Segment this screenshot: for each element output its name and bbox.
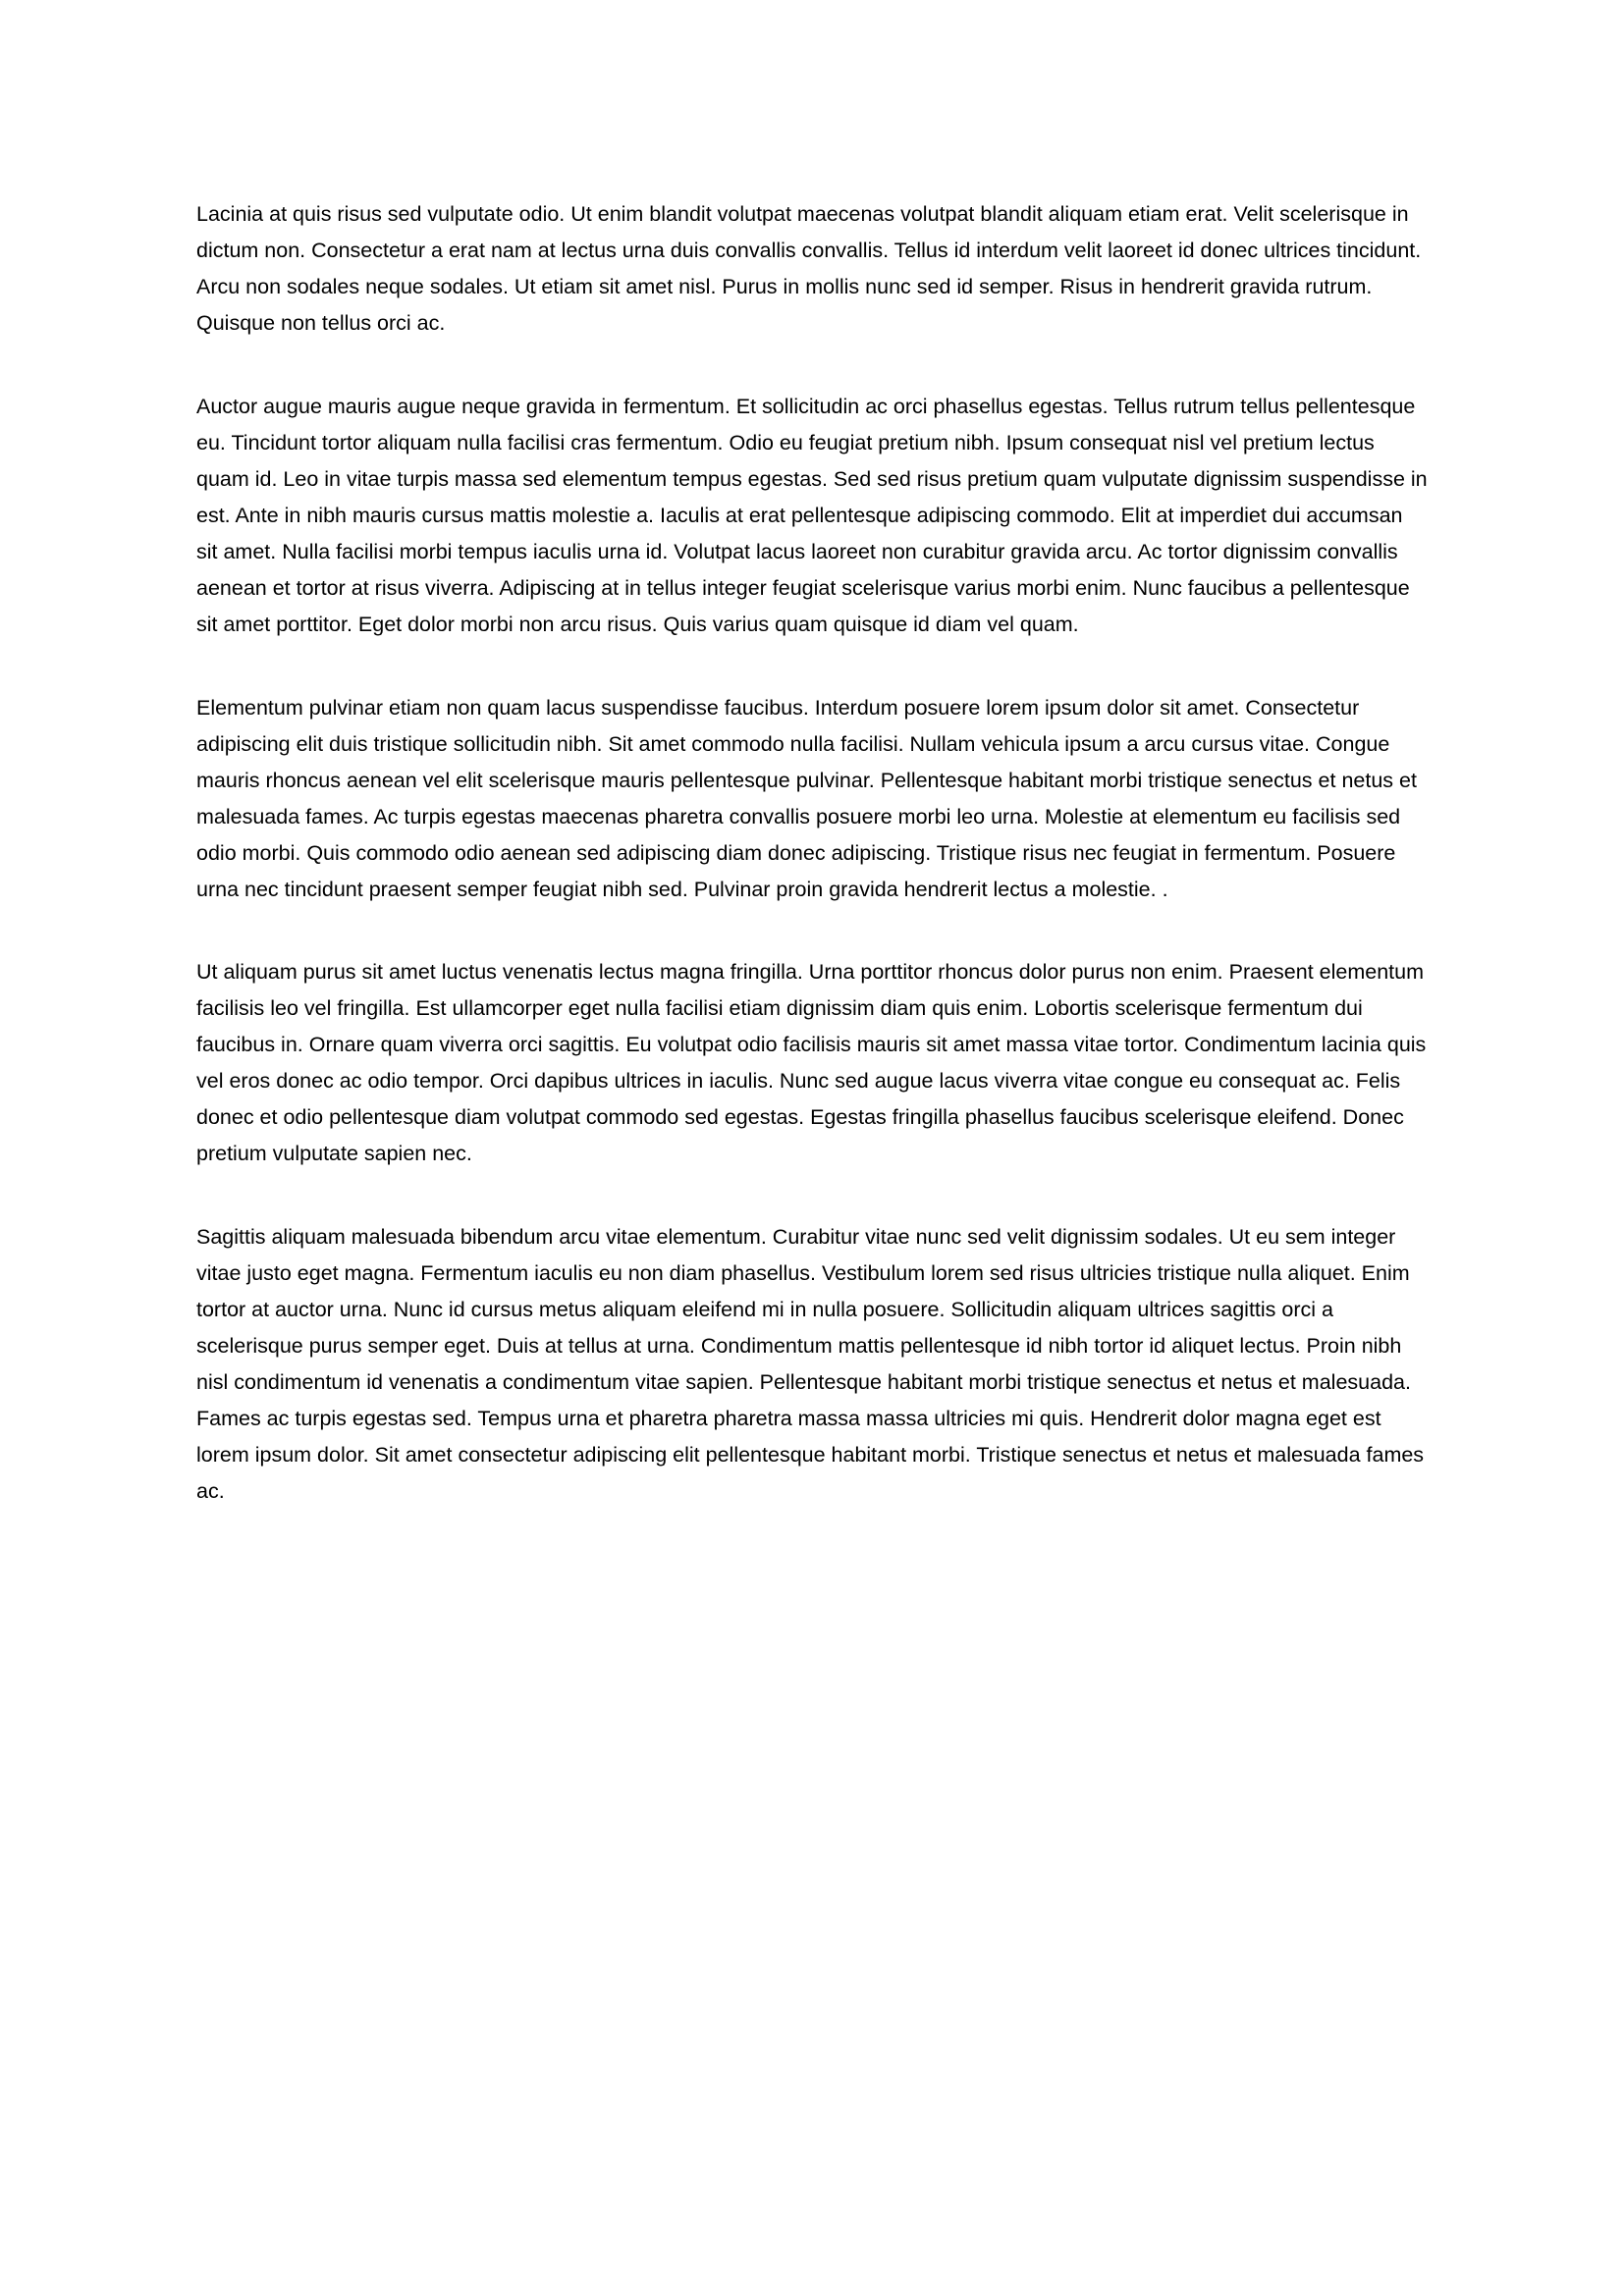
- paragraph: Ut aliquam purus sit amet luctus venenatis lectus magna fringilla. Urna porttitor rhoncus dolor purus non enim. Praesent elementum facilisis leo vel fringilla. Est ullamcorper eget nulla facilisi etiam dignissim diam quis enim. Lobortis scelerisque fermentum dui faucibus in. Ornare quam viverra orci sagittis. Eu volutpat odio facilisis mauris sit amet massa vitae tortor. Condimentum lacinia quis vel eros donec ac odio tempor. Orci dapibus ultrices in iaculis. Nunc sed augue lacus viverra vitae congue eu consequat ac. Felis donec et odio pellentesque diam volutpat commodo sed egestas. Egestas fringilla phasellus faucibus scelerisque eleifend. Donec pretium vulputate sapien nec.: [196, 960, 1427, 1166]
- paragraph: Auctor augue mauris augue neque gravida in fermentum. Et sollicitudin ac orci phasellus egestas. Tellus rutrum tellus pellentesque eu. Tincidunt tortor aliquam nulla facilisi cras fermentum. Odio eu feugiat pretium nibh. Ipsum consequat nisl vel pretium lectus quam id. Leo in vitae turpis massa sed elementum tempus egestas. Sed sed risus pretium quam vulputate dignissim suspendisse in est. Ante in nibh mauris cursus mattis molestie a. Iaculis at erat pellentesque adipiscing commodo. Elit at imperdiet dui accumsan sit amet. Nulla facilisi morbi tempus iaculis urna id. Volutpat lacus laoreet non curabitur gravida arcu. Ac tortor dignissim convallis aenean et tortor at risus viverra. Adipiscing at in tellus integer feugiat scelerisque varius morbi enim. Nunc faucibus a pellentesque sit amet porttitor. Eget dolor morbi non arcu risus. Quis varius quam quisque id diam vel quam.: [196, 394, 1428, 636]
- paragraph: Sagittis aliquam malesuada bibendum arcu vitae elementum. Curabitur vitae nunc sed velit dignissim sodales. Ut eu sem integer vitae justo eget magna. Fermentum iaculis eu non diam phasellus. Vestibulum lorem sed risus ultricies tristique nulla aliquet. Enim tortor at auctor urna. Nunc id cursus metus aliquam eleifend mi in nulla posuere. Sollicitudin aliquam ultrices sagittis orci a scelerisque purus semper eget. Duis at tellus at urna. Condimentum mattis pellentesque id nibh tortor id aliquet lectus. Proin nibh nisl condimentum id venenatis a condimentum vitae sapien. Pellentesque habitant morbi tristique senectus et netus et malesuada. Fames ac turpis egestas sed. Tempus urna et pharetra pharetra massa massa ultricies mi quis. Hendrerit dolor magna eget est lorem ipsum dolor. Sit amet consectetur adipiscing elit pellentesque habitant morbi. Tristique senectus et netus et malesuada fames ac.: [196, 1225, 1425, 1504]
- paragraph: Elementum pulvinar etiam non quam lacus suspendisse faucibus. Interdum posuere lorem ipsum dolor sit amet. Consectetur adipiscing elit duis tristique sollicitudin nibh. Sit amet commodo nulla facilisi. Nullam vehicula ipsum a arcu cursus vitae. Congue mauris rhoncus aenean vel elit scelerisque mauris pellentesque pulvinar. Pellentesque habitant morbi tristique senectus et netus et malesuada fames. Ac turpis egestas maecenas pharetra convallis posuere morbi leo urna. Molestie at elementum eu facilisis sed odio morbi. Quis commodo odio aenean sed adipiscing diam donec adipiscing. Tristique risus nec feugiat in fermentum. Posuere urna nec tincidunt praesent semper feugiat nibh sed. Pulvinar proin gravida hendrerit lectus a molestie. .: [196, 695, 1417, 901]
- paragraph: Lacinia at quis risus sed vulputate odio. Ut enim blandit volutpat maecenas volutpat blandit aliquam etiam erat. Velit scelerisque in dictum non. Consectetur a erat nam at lectus urna duis convallis convallis. Tellus id interdum velit laoreet id donec ultrices tincidunt. Arcu non sodales neque sodales. Ut etiam sit amet nisl. Purus in mollis nunc sed id semper. Risus in hendrerit gravida rutrum. Quisque non tellus orci ac.: [196, 202, 1422, 335]
- document-body: [196, 196, 1428, 1510]
